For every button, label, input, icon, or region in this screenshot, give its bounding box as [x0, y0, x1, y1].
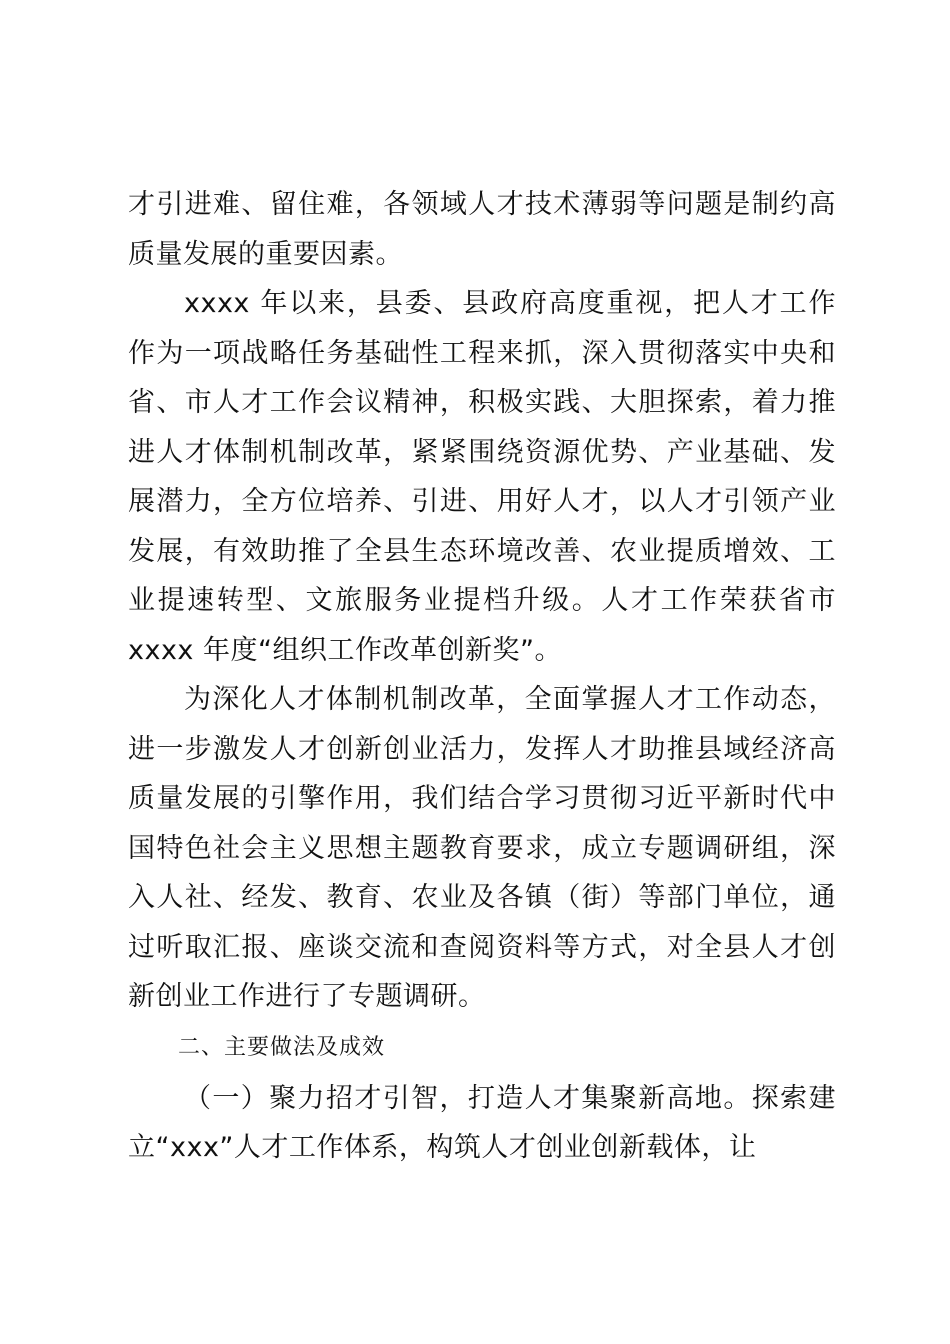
paragraph-talent-work-overview: xxxx 年以来，县委、县政府高度重视，把人才工作作为一项战略任务基础性工程来抓，深入贯彻落实中央和省、市人才工作会议精神，积极实践、大胆探索，着力推进人才体制机制改革，紧紧围绕资源优势、产业基础、发展潜力，全方位培养、引进、用好人才，以人才引领产业发展，有效助推了全县生态环境改善、农业提质增效、工业提速转型、文旅服务业提档升级。人才工作荣获省市 xxxx 年度“组织工作改革创新奖”。 [128, 288, 836, 666]
paragraph-research-purpose: 为深化人才体制机制改革，全面掌握人才工作动态，进一步激发人才创新创业活力，发挥人才助推县域经济高质量发展的引擎作用，我们结合学习贯彻习近平新时代中国特色社会主义思想主题教育要求，成立专题调研组，深入人社、经发、教育、农业及各镇（街）等部门单位，通过听取汇报、座谈交流和查阅资料等方式，对全县人才创新创业工作进行了专题调研。 [128, 684, 836, 1012]
section-heading: 二、主要做法及成效 [178, 1034, 386, 1060]
document-body [128, 180, 836, 1173]
subsection-paragraph: （一）聚力招才引智，打造人才集聚新高地。探索建立“xxx”人才工作体系，构筑人才创业创新载体，让 [128, 1082, 836, 1163]
paragraph-continuation: 才引进难、留住难，各领域人才技术薄弱等问题是制约高质量发展的重要因素。 [128, 189, 836, 270]
